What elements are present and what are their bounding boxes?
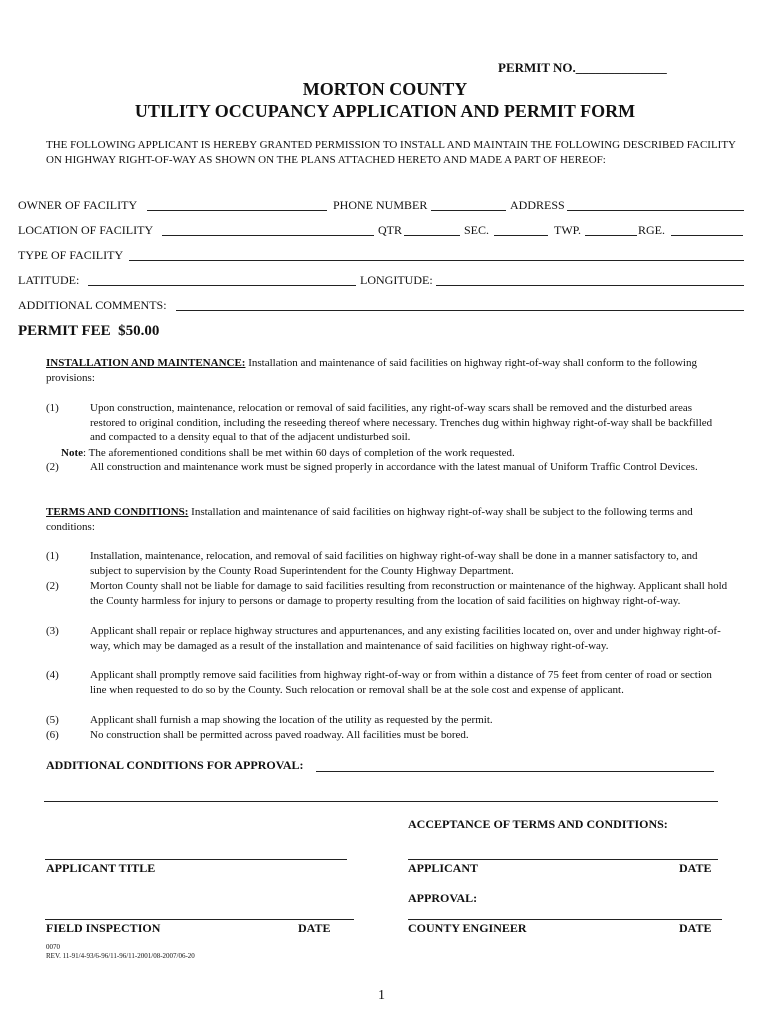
acceptance-heading: ACCEPTANCE OF TERMS AND CONDITIONS: xyxy=(408,817,668,831)
item-number: (2) xyxy=(46,580,59,592)
county-engineer-signature-line[interactable] xyxy=(408,919,722,920)
latitude-field[interactable] xyxy=(88,285,356,286)
address-field[interactable] xyxy=(567,210,744,211)
applicant-signature-line[interactable] xyxy=(408,859,718,860)
rge-field[interactable] xyxy=(671,235,743,236)
permit-fee: PERMIT FEE $50.00 xyxy=(18,323,160,339)
note-text: : The aforementioned conditions shall be met within 60 days of completion of the work requested. xyxy=(83,447,515,459)
installation-heading: INSTALLATION AND MAINTENANCE: xyxy=(46,357,246,369)
approval-label: APPROVAL: xyxy=(408,891,478,905)
location-label: LOCATION OF FACILITY xyxy=(18,223,154,237)
longitude-field[interactable] xyxy=(436,285,744,286)
comments-field[interactable] xyxy=(176,310,744,311)
installation-item xyxy=(0,460,770,490)
type-field[interactable] xyxy=(129,260,744,261)
twp-field[interactable] xyxy=(585,235,637,236)
address-label: ADDRESS xyxy=(510,198,565,212)
terms-item xyxy=(0,624,770,669)
phone-field[interactable] xyxy=(431,210,506,211)
field-inspection-label: FIELD INSPECTION xyxy=(46,921,161,935)
longitude-label: LONGITUDE: xyxy=(360,273,433,287)
item-number: (3) xyxy=(46,625,59,637)
terms-item xyxy=(0,668,770,713)
location-field[interactable] xyxy=(162,235,374,236)
terms-item xyxy=(0,579,770,624)
installation-section xyxy=(46,356,736,386)
applicant-label: APPLICANT xyxy=(408,861,479,875)
county-engineer-label: COUNTY ENGINEER xyxy=(408,921,527,935)
installation-note xyxy=(61,446,515,461)
owner-label: OWNER OF FACILITY xyxy=(18,198,138,212)
terms-item xyxy=(0,549,770,579)
additional-conditions-field-2[interactable] xyxy=(44,801,718,802)
applicant-date-label: DATE xyxy=(679,861,712,875)
type-label: TYPE OF FACILITY xyxy=(18,248,124,262)
intro-paragraph: THE FOLLOWING APPLICANT IS HEREBY GRANTED PERMISSION TO INSTALL AND MAINTAIN THE FOLLOWING DESCRIBED FACILITY ON HIGHWAY RIGHT-OF-WAY AS SHOWN ON THE PLANS ATTACHED HERETO AND MADE A PART OF HEREOF: xyxy=(46,139,736,166)
page-title-county: MORTON COUNTY xyxy=(302,79,468,99)
qtr-label: QTR xyxy=(378,223,402,237)
terms-item xyxy=(0,728,770,743)
revision-info: REV. 11-91/4-93/6-96/11-96/11-2001/08-2007/06-20 xyxy=(46,952,195,960)
field-inspection-signature-line[interactable] xyxy=(45,919,354,920)
item-text: Applicant shall repair or replace highway structures and appurtenances, and any existing facilities located on, over and under highway right-of-way, which may be damaged as a result of the installation and maintenance of said facilities on highway right-of-way. xyxy=(90,625,721,652)
terms-item xyxy=(0,713,770,728)
item-text: Installation, maintenance, relocation, and removal of said facilities on highway right-of-way shall be done in a manner satisfactory to, and subject to supervision by the County Road Superintendent for the County Highway Department. xyxy=(90,550,698,577)
applicant-title-label: APPLICANT TITLE xyxy=(46,861,156,875)
form-code: 0070 xyxy=(46,943,60,951)
item-text: Morton County shall not be liable for damage to said facilities resulting from reconstruction or maintenance of the highway. Applicant shall hold the County harmless for injury to persons or damage to property resulting from the location of said facilities on highway right-of-way. xyxy=(90,580,728,607)
page-title-form: UTILITY OCCUPANCY APPLICATION AND PERMIT FORM xyxy=(134,101,636,121)
qtr-field[interactable] xyxy=(404,235,460,236)
terms-section xyxy=(46,505,736,535)
terms-lead: Installation and maintenance of said facilities on highway right-of-way shall be subject to the following terms and conditions: xyxy=(46,506,693,533)
page-number: 1 xyxy=(378,988,385,1003)
additional-conditions-label: ADDITIONAL CONDITIONS FOR APPROVAL: xyxy=(46,758,304,772)
terms-heading: TERMS AND CONDITIONS: xyxy=(46,506,189,518)
item-text: Applicant shall promptly remove said facilities from highway right-of-way or from within a distance of 75 feet from center of road or section line when requested to do so by the County. Such relocation or removal shall be at the sole cost and expense of applicant. xyxy=(90,669,712,696)
item-number: (1) xyxy=(46,550,59,562)
applicant-title-signature-line[interactable] xyxy=(45,859,347,860)
county-engineer-date-label: DATE xyxy=(679,921,712,935)
comments-label: ADDITIONAL COMMENTS: xyxy=(18,298,167,312)
field-inspection-date-label: DATE xyxy=(298,921,331,935)
sec-label: SEC. xyxy=(464,223,490,237)
item-number: (2) xyxy=(46,461,59,473)
phone-label: PHONE NUMBER xyxy=(333,198,428,212)
item-text: Upon construction, maintenance, relocation or removal of said facilities, any right-of-way scars shall be removed and the disturbed areas restored to original condition, including the reseeding thereof where necessary. Trenches dug within highway right-of-way shall be backfilled and compacted to a density equal to that of the adjacent undisturbed soil. xyxy=(90,402,713,444)
item-number: (5) xyxy=(46,714,59,726)
permit-number-label: PERMIT NO.______________ xyxy=(498,60,667,75)
additional-conditions-field[interactable] xyxy=(316,771,714,772)
latitude-label: LATITUDE: xyxy=(18,273,80,287)
rge-label: RGE. xyxy=(638,223,665,237)
owner-field[interactable] xyxy=(147,210,327,211)
item-text: Applicant shall furnish a map showing the location of the utility as requested by the permit. xyxy=(90,714,493,726)
item-number: (1) xyxy=(46,402,59,414)
installation-item xyxy=(0,401,770,446)
item-number: (6) xyxy=(46,729,59,741)
item-number: (4) xyxy=(46,669,59,681)
note-label: Note xyxy=(61,447,83,459)
twp-label: TWP. xyxy=(554,223,581,237)
item-text: All construction and maintenance work must be signed properly in accordance with the latest manual of Uniform Traffic Control Devices. xyxy=(90,461,698,473)
item-text: No construction shall be permitted across paved roadway. All facilities must be bored. xyxy=(90,729,469,741)
sec-field[interactable] xyxy=(494,235,548,236)
installation-lead: Installation and maintenance of said facilities on highway right-of-way shall conform to the following provisions: xyxy=(46,357,697,384)
